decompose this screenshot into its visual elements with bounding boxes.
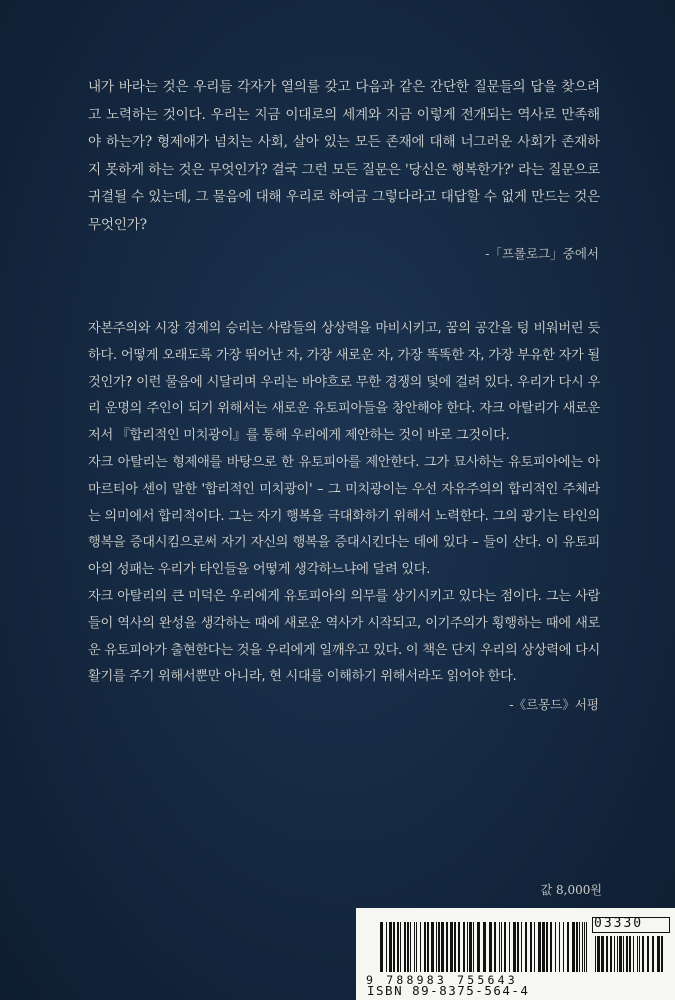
barcode-bar [438,922,440,972]
barcode-bar [530,922,532,972]
barcode-bar [389,922,392,972]
review-source: -《르몽드》서평 [509,697,599,712]
barcode-bar [567,922,569,972]
barcode-bar [509,922,510,972]
barcode-bar [436,922,437,972]
barcode-bar [584,922,585,972]
barcode-bar [586,922,587,972]
barcode-bar [407,922,409,972]
barcode-bar [657,936,660,972]
barcode-bar [454,922,456,972]
prologue-source: -「프롤로그」중에서 [485,246,599,261]
barcode-bar [386,922,387,972]
barcode-bar [450,922,453,972]
barcode-bar [563,922,564,972]
barcode-bar [538,922,541,972]
barcode-bar [637,936,638,972]
barcode-bar [550,922,552,972]
barcode-bar [469,922,472,972]
review-paragraph-3: 자크 아탈리의 큰 미덕은 우리에게 유토피아의 의무를 상기시키고 있다는 점이다. 그는 사람들이 역사의 완성을 생각하는 때에 새로운 역사가 시작되고, 이기주의가 횡행하는 때에 새로운 유토피아가 출현한다는 것을 우리에게 일깨우고 있다. 이 책은 단지 우리의 상상력에 다시 활기를 주기 위해서뿐만 아니라, 현 시대를 이해하기 위해서라도 읽어야 한다. [88,588,600,685]
ean-digits: 9 788983 755643 [366,973,518,987]
barcode-bar [633,936,634,972]
barcode-bar [572,922,575,972]
barcode-bar [614,936,615,972]
barcode-bar [582,922,583,972]
barcode-bar [521,922,522,972]
barcode-bar [647,936,649,972]
barcode-bar [494,922,496,972]
barcode-bar [639,936,640,972]
barcode-label [356,908,675,1000]
barcode-bar [431,922,434,972]
barcode-bar [606,936,608,972]
review-paragraph-1: 자본주의와 시장 경제의 승리는 사람들의 상상력을 마비시키고, 꿈의 공간을 텅 비워버린 듯하다. 어떻게 오래도록 가장 뛰어난 자, 가장 새로운 자, 가장 똑똑한 자, 가장 부유한 자가 될 것인가? 이런 물음에 시달리며 우리는 바야흐로 무한 경쟁의 덫에 걸려 있다. 우리가 다시 우리 운명의 주인이 되기 위해서는 새로운 유토피아들을 창안해야 한다. 자크 아탈리가 새로운 저서 『합리적인 미치광이』를 통해 우리에게 제안하는 것이 바로 그것이다. [88,321,600,444]
barcode-bar [642,936,644,972]
barcode-bar [559,922,560,972]
barcode-bar [597,936,600,972]
isbn-number: ISBN 89-8375-564-4 [367,983,530,998]
review-text [88,316,600,691]
barcode-bar [513,922,516,972]
barcode-bar [626,936,628,972]
barcode-bar [546,922,548,972]
barcode-bar [617,936,618,972]
barcode-bar [610,936,612,972]
barcode-bar [517,922,519,972]
barcode-bar [555,922,556,972]
barcode-bar [542,922,545,972]
ean-barcode [380,922,587,972]
prologue-quote: 내가 바라는 것은 우리들 각자가 열의를 갖고 다음과 같은 간단한 질문들의 답을 찾으려고 노력하는 것이다. 우리는 지금 이대로의 세계와 지금 이렇게 전개되는 역사로 만족해야 하는가? 형제애가 넘치는 사회, 살아 있는 모든 존재에 대해 너그러운 사회가 존재하지 못하게 하는 것은 무엇인가? 결국 그런 모든 질문은 '당신은 행복한가?' 라는 질문으로 귀결될 수 있는데, 그 물음에 대해 우리로 하여금 그렇다라고 대답할 수 없게 만드는 것은 무엇인가? [88,79,600,233]
barcode-bar [397,922,399,972]
barcode-bar [629,936,631,972]
barcode-bar [458,922,460,972]
barcode-bar [467,922,468,972]
barcode-bar [652,936,654,972]
barcode-bar [534,922,535,972]
price-label: 값 8,000원 [540,883,602,897]
barcode-bar [499,922,500,972]
barcode-bar [595,936,596,972]
review-paragraph-2: 자크 아탈리는 형제애를 바탕으로 한 유토피아를 제안한다. 그가 묘사하는 유토피아에는 아마르티아 센이 말한 '합리적인 미치광이' – 그 미치광이는 우선 자유주의의 합리적인 주체라는 의미에서 합리적이다. 그는 자기 행복을 극대화하기 위해서 노력한다. 그의 광기는 타인의 행복을 증대시킴으로써 자기 자신의 행복을 증대시킨다는 데에 있다 – 들이 산다. 이 유토피아의 성패는 우리가 타인들을 어떻게 생각하느냐에 달려 있다. [88,454,600,578]
barcode-bar [420,922,421,972]
barcode-bar [473,922,474,972]
barcode-bar [441,922,444,972]
barcode-bar [414,922,415,972]
barcode-bar [424,922,426,972]
barcode-bar [489,922,492,972]
barcode-bar [619,936,622,972]
barcode-bar [427,922,429,972]
barcode-bar [393,922,395,972]
barcode-bar [623,936,624,972]
barcode-bar [446,922,448,972]
barcode-bar [483,922,486,972]
barcode-bar [410,922,411,972]
barcode-bar [661,936,663,972]
barcode-bar [477,922,480,972]
addon-barcode [595,936,663,972]
barcode-bar [404,922,406,972]
barcode-bar [416,922,417,972]
barcode-bar [463,922,465,972]
addon-code: 03330 [594,916,644,931]
barcode-bar [576,922,578,972]
barcode-bar [525,922,527,972]
barcode-bar [579,922,580,972]
barcode-bar [504,922,506,972]
barcode-bar [501,922,502,972]
barcode-bar [400,922,401,972]
barcode-bar [380,922,383,972]
barcode-bar [601,936,604,972]
